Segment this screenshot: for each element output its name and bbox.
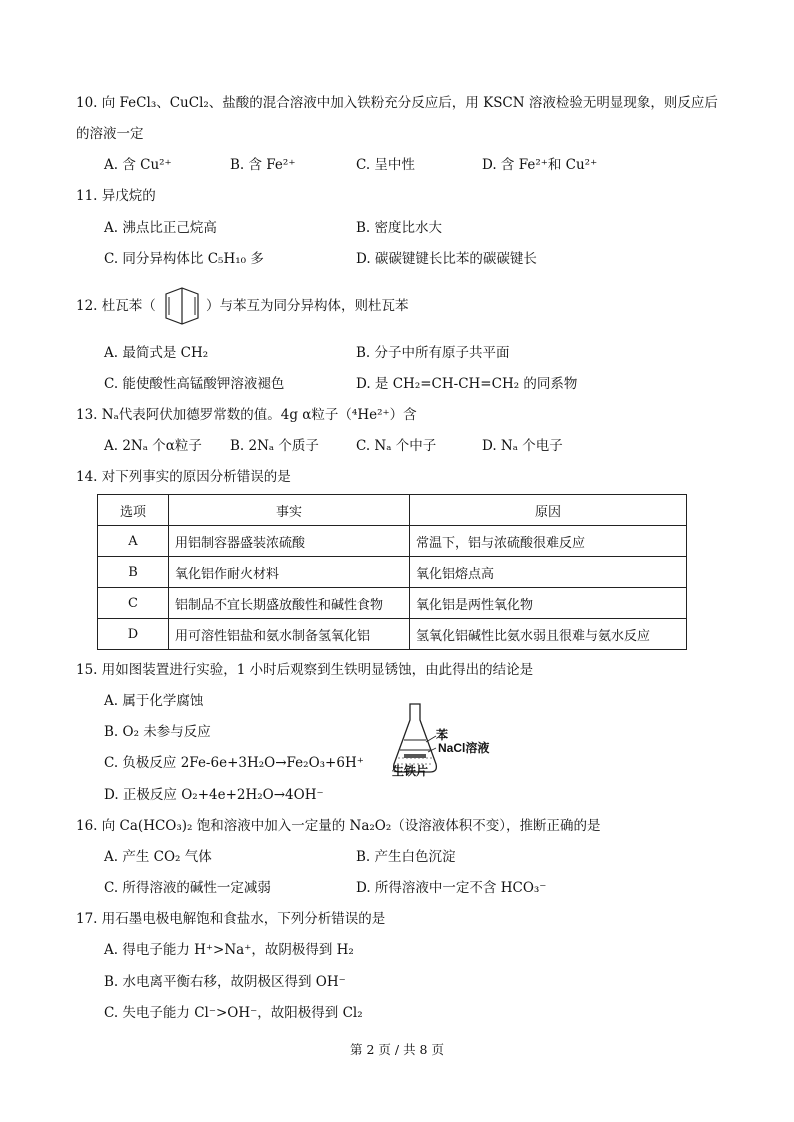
q15-option-d: D. 正极反应 O₂+4e+2H₂O→4OH⁻	[104, 787, 324, 803]
table-row	[98, 588, 687, 619]
q11-option-d: D. 碳碳键键长比苯的碳碳键长	[356, 251, 537, 267]
figure-label-nacl-solution: NaCl溶液	[438, 741, 490, 755]
q16-option-a: A. 产生 CO₂ 气体	[104, 849, 212, 865]
q16-option-b: B. 产生白色沉淀	[356, 849, 456, 865]
q10-option-d: D. 含 Fe²⁺和 Cu²⁺	[482, 157, 598, 173]
table-cell-fact: 氧化铝作耐火材料	[169, 557, 410, 588]
table-row	[98, 526, 687, 557]
q10-option-c: C. 呈中性	[356, 157, 415, 173]
table-cell-fact: 用铝制容器盛装浓硫酸	[169, 526, 410, 557]
table-header-option: 选项	[98, 495, 169, 526]
q11-option-b: B. 密度比水大	[356, 220, 443, 236]
table-cell-option: C	[98, 588, 169, 619]
table-row	[98, 557, 687, 588]
q11-stem: 11. 异戊烷的	[76, 188, 156, 204]
q12-option-d: D. 是 CH₂=CH-CH=CH₂ 的同系物	[356, 376, 578, 392]
figure-label-benzene: 苯	[436, 728, 449, 742]
table-cell-fact: 铝制品不宜长期盛放酸性和碱性食物	[169, 588, 410, 619]
q13-stem: 13. Nₐ代表阿伏加德罗常数的值。4g α粒子（⁴He²⁺）含	[76, 407, 417, 423]
q13-option-b: B. 2Nₐ 个质子	[230, 438, 319, 454]
table-header-row	[98, 495, 687, 526]
table-row	[98, 619, 687, 650]
q12-option-b: B. 分子中所有原子共平面	[356, 345, 510, 361]
table-cell-option: A	[98, 526, 169, 557]
table-header-reason: 原因	[410, 495, 687, 526]
q13-option-a: A. 2Nₐ 个α粒子	[104, 438, 202, 454]
q12-option-a: A. 最简式是 CH₂	[104, 345, 209, 361]
q15-flask-figure	[392, 702, 502, 784]
table-cell-reason: 氧化铝是两性氧化物	[410, 588, 687, 619]
q14-stem: 14. 对下列事实的原因分析错误的是	[76, 469, 291, 485]
q17-option-b: B. 水电离平衡右移，故阴极区得到 OH⁻	[104, 974, 346, 990]
q10-stem-line1: 10. 向 FeCl₃、CuCl₂、盐酸的混合溶液中加入铁粉充分反应后，用 KSCN 溶液检验无明显现象，则反应后	[76, 95, 718, 111]
q15-option-b: B. O₂ 未参与反应	[104, 724, 211, 740]
q10-option-b: B. 含 Fe²⁺	[230, 157, 296, 173]
q16-option-c: C. 所得溶液的碱性一定减弱	[104, 880, 271, 896]
q13-option-c: C. Nₐ 个中子	[356, 438, 437, 454]
q12-option-c: C. 能使酸性高锰酸钾溶液褪色	[104, 376, 285, 392]
table-cell-fact: 用可溶性铝盐和氨水制备氢氧化铝	[169, 619, 410, 650]
table-cell-reason: 氢氧化铝碱性比氨水弱且很难与氨水反应	[410, 619, 687, 650]
q15-option-a: A. 属于化学腐蚀	[104, 693, 204, 709]
q16-option-d: D. 所得溶液中一定不含 HCO₃⁻	[356, 880, 547, 896]
dewar-benzene-structure-icon	[158, 284, 206, 328]
q12-stem-left: 12. 杜瓦苯（	[76, 298, 156, 314]
q13-option-d: D. Nₐ 个电子	[482, 438, 563, 454]
q10-stem-line2: 的溶液一定	[76, 126, 144, 142]
q17-stem: 17. 用石墨电极电解饱和食盐水，下列分析错误的是	[76, 911, 386, 927]
figure-label-pig-iron: 生铁片	[392, 764, 429, 778]
table-cell-option: D	[98, 619, 169, 650]
table-header-fact: 事实	[169, 495, 410, 526]
table-cell-reason: 氧化铝熔点高	[410, 557, 687, 588]
page-number-footer: 第 2 页 / 共 8 页	[350, 1042, 444, 1057]
q14-table	[97, 494, 687, 650]
q11-option-c: C. 同分异构体比 C₅H₁₀ 多	[104, 251, 264, 267]
q11-option-a: A. 沸点比正己烷高	[104, 220, 217, 236]
table-cell-reason: 常温下，铝与浓硫酸很难反应	[410, 526, 687, 557]
q16-stem: 16. 向 Ca(HCO₃)₂ 饱和溶液中加入一定量的 Na₂O₂（设溶液体积不变），推断正确的是	[76, 818, 601, 834]
q17-option-c: C. 失电子能力 Cl⁻>OH⁻，故阳极得到 Cl₂	[104, 1005, 363, 1021]
q10-option-a: A. 含 Cu²⁺	[104, 157, 172, 173]
q15-stem: 15. 用如图装置进行实验，1 小时后观察到生铁明显锈蚀，由此得出的结论是	[76, 662, 534, 678]
q12-stem-right: ）与苯互为同分异构体，则杜瓦苯	[206, 298, 409, 314]
table-cell-option: B	[98, 557, 169, 588]
q15-option-c: C. 负极反应 2Fe-6e+3H₂O→Fe₂O₃+6H⁺	[104, 755, 364, 771]
q17-option-a: A. 得电子能力 H⁺>Na⁺，故阴极得到 H₂	[104, 942, 354, 958]
